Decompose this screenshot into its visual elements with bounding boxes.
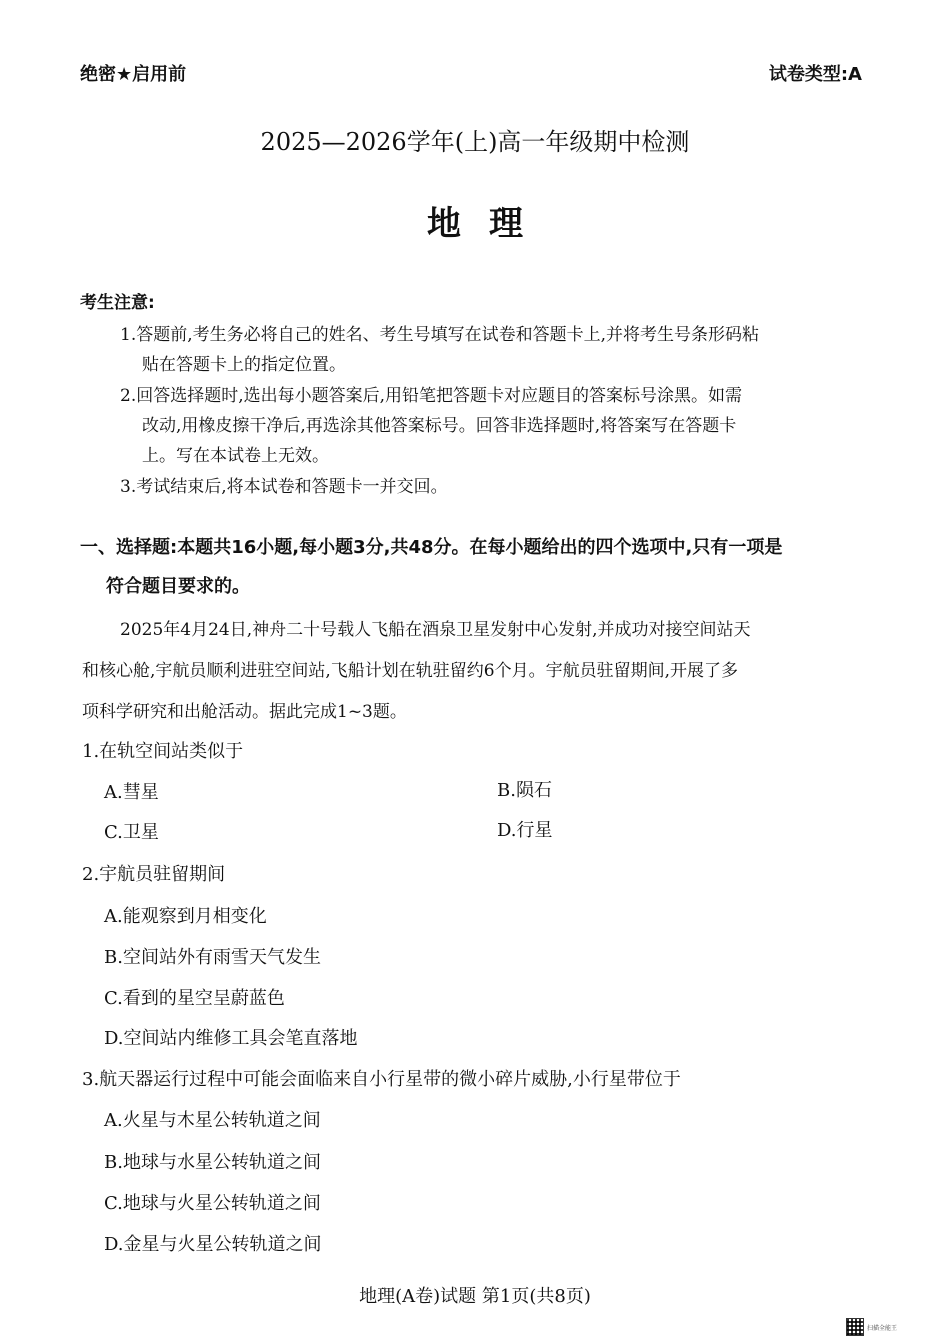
option-d: D.金星与火星公转轨道之间: [104, 1234, 322, 1255]
notice-line: 1.答题前,考生务必将自己的姓名、考生号填写在试卷和答题卡上,并将考生号条形码粘: [120, 325, 760, 345]
notice-line: 2.回答选择题时,选出每小题答案后,用铅笔把答题卡对应题目的答案标号涂黑。如需: [120, 386, 743, 406]
confidential-label: 绝密★启用前: [80, 64, 187, 85]
qr-code-icon: [846, 1318, 864, 1336]
section-heading: 一、选择题:本题共16小题,每小题3分,共48分。在每小题给出的四个选项中,只有一项是: [80, 537, 783, 558]
scanner-badge-text: 扫描全能王: [867, 1324, 898, 1332]
option-c: C.地球与火星公转轨道之间: [104, 1193, 321, 1214]
option-a: A.彗星: [104, 782, 159, 803]
option-d: D.空间站内维修工具会笔直落地: [104, 1028, 358, 1049]
question-stem: 2.宇航员驻留期间: [82, 864, 226, 885]
page-footer: 地理(A卷)试题 第1页(共8页): [359, 1286, 591, 1307]
option-b: B.陨石: [497, 780, 552, 801]
option-c: C.卫星: [104, 822, 159, 843]
option-a: A.能观察到月相变化: [104, 906, 267, 927]
exam-title: 2025—2026学年(上)高一年级期中检测: [260, 128, 690, 156]
notice-line: 贴在答题卡上的指定位置。: [142, 355, 346, 375]
notice-line: 上。写在本试卷上无效。: [142, 446, 329, 466]
paper-type-label: 试卷类型:A: [768, 64, 862, 85]
notice-line: 3.考试结束后,将本试卷和答题卡一并交回。: [120, 477, 448, 497]
option-c: C.看到的星空呈蔚蓝色: [104, 988, 285, 1009]
section-heading-cont: 符合题目要求的。: [106, 576, 250, 597]
option-b: B.空间站外有雨雪天气发生: [104, 947, 321, 968]
scanner-watermark: [846, 1318, 897, 1336]
subject-title: 地理: [427, 204, 551, 244]
passage-line: 2025年4月24日,神舟二十号载人飞船在酒泉卫星发射中心发射,并成功对接空间站天: [120, 620, 751, 640]
option-a: A.火星与木星公转轨道之间: [104, 1110, 321, 1131]
question-stem: 1.在轨空间站类似于: [82, 741, 244, 762]
passage-line: 项科学研究和出舱活动。据此完成1~3题。: [82, 702, 407, 722]
option-d: D.行星: [497, 820, 553, 841]
notice-heading: 考生注意:: [80, 293, 155, 313]
passage-line: 和核心舱,宇航员顺利进驻空间站,飞船计划在轨驻留约6个月。宇航员驻留期间,开展了多: [82, 661, 739, 681]
question-stem: 3.航天器运行过程中可能会面临来自小行星带的微小碎片威胁,小行星带位于: [82, 1069, 681, 1090]
option-b: B.地球与水星公转轨道之间: [104, 1152, 321, 1173]
notice-line: 改动,用橡皮擦干净后,再选涂其他答案标号。回答非选择题时,将答案写在答题卡: [142, 416, 737, 436]
